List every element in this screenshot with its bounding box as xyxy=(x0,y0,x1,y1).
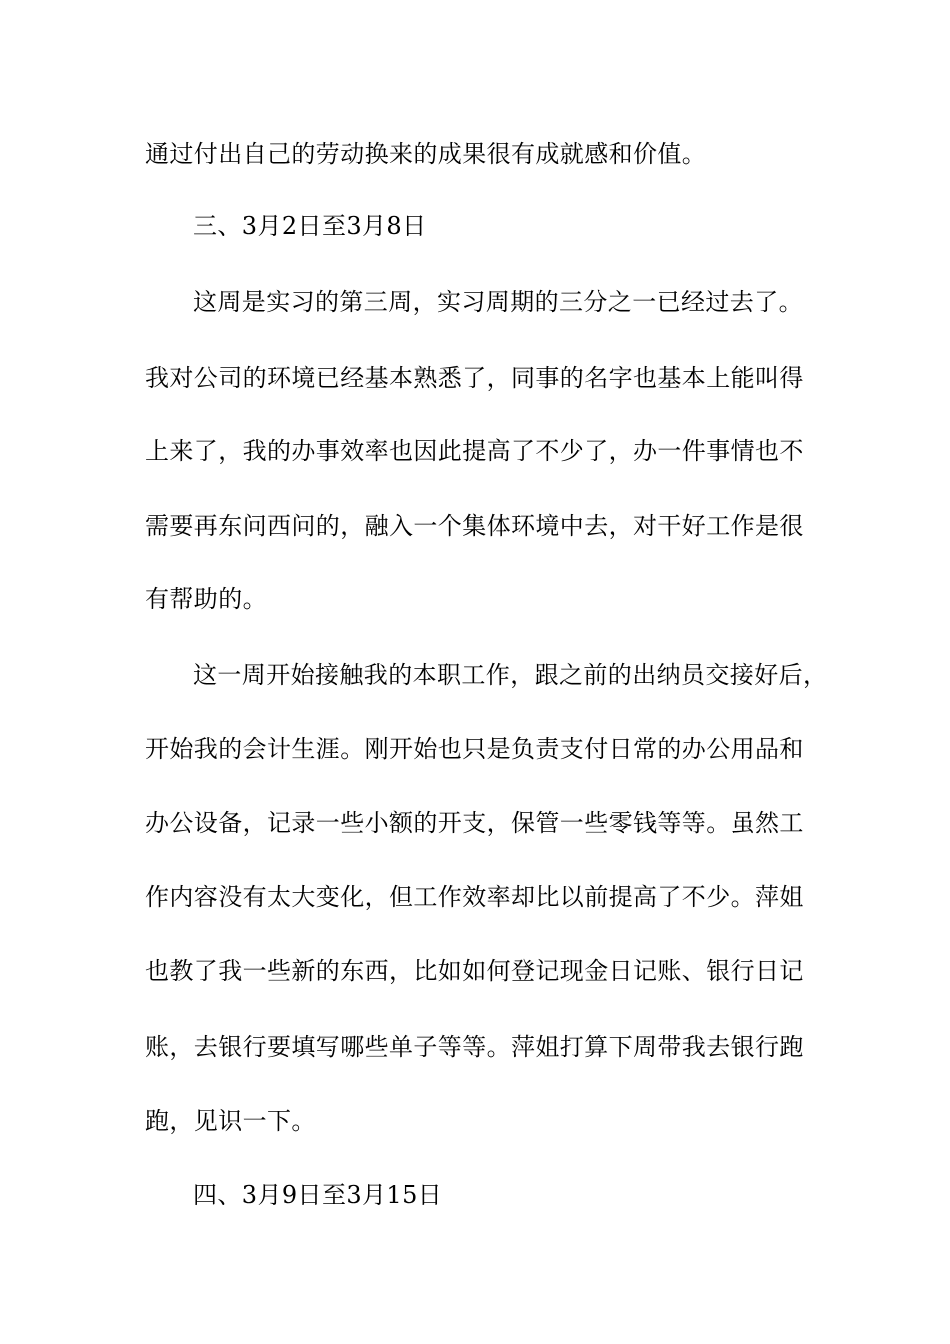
paragraph-line: 作内容没有太大变化，但工作效率却比以前提高了不少。萍姐 xyxy=(145,883,804,911)
paragraph-line: 我对公司的环境已经基本熟悉了，同事的名字也基本上能叫得 xyxy=(145,364,804,392)
paragraph-line: 通过付出自己的劳动换来的成果很有成就感和价值。 xyxy=(145,140,707,168)
paragraph-line: 账，去银行要填写哪些单子等等。萍姐打算下周带我去银行跑 xyxy=(145,1033,804,1061)
paragraph-line: 办公设备，记录一些小额的开支，保管一些零钱等等。虽然工 xyxy=(145,809,804,837)
section-heading: 四、3月9日至3月15日 xyxy=(193,1181,443,1209)
paragraph-line: 开始我的会计生涯。刚开始也只是负责支付日常的办公用品和 xyxy=(145,735,804,763)
paragraph-line: 也教了我一些新的东西，比如如何登记现金日记账、银行日记 xyxy=(145,957,804,985)
section-heading: 三、3月2日至3月8日 xyxy=(193,212,427,240)
paragraph-line: 上来了，我的办事效率也因此提高了不少了，办一件事情也不 xyxy=(145,437,804,465)
paragraph-line: 跑，见识一下。 xyxy=(145,1107,316,1135)
paragraph-line: 有帮助的。 xyxy=(145,585,267,613)
paragraph-line: 需要再东问西问的，融入一个集体环境中去，对干好工作是很 xyxy=(145,512,804,540)
paragraph-line: 这一周开始接触我的本职工作，跟之前的出纳员交接好后， xyxy=(193,661,828,689)
paragraph-line: 这周是实习的第三周，实习周期的三分之一已经过去了。 xyxy=(193,288,803,316)
